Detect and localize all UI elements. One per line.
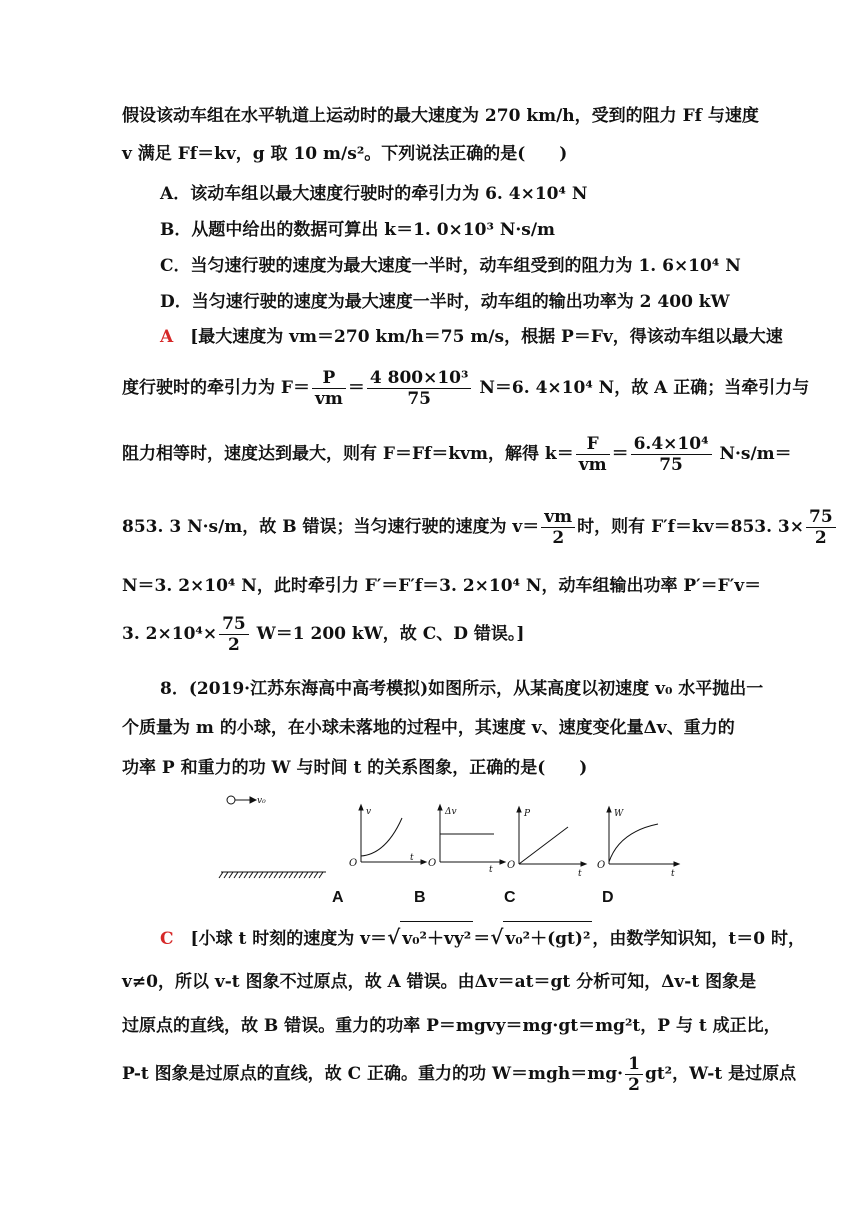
hatch-mark bbox=[269, 872, 273, 878]
fraction-vm-over-2: $\frac{vm}{2}$ bbox=[541, 507, 575, 548]
q8-solution-line-1: C [小球 t 时刻的速度为 v＝√ v₀²＋vy² ＝√ v₀²＋(gt)² ，由数学知识知，t＝0 时， bbox=[160, 920, 805, 956]
graph-c-caption: C bbox=[504, 889, 516, 906]
graph-c bbox=[507, 807, 586, 879]
hatch-mark bbox=[304, 872, 308, 878]
graph-d-curve bbox=[609, 824, 658, 862]
hatch-mark bbox=[249, 872, 253, 878]
q8-sol1-post: ，由数学知识知，t＝0 时， bbox=[592, 929, 806, 949]
hatch-mark bbox=[279, 872, 283, 878]
graph-d-caption: D bbox=[602, 889, 614, 906]
q7-solution-line-3: 阻力相等时，速度达到最大，则有 F＝Ff＝kvm，解得 k＝ $\frac{F}{vm}$ ＝ $\frac{\text{6.4×10⁴}}{75}$ N·s/m＝ bbox=[122, 434, 792, 475]
q7-answer: A bbox=[160, 327, 174, 347]
fraction-75-over-2: $\frac{75}{2}$ bbox=[806, 507, 836, 548]
q8-stem-line-3: 功率 P 和重力的功 W 与时间 t 的关系图象，正确的是( ) bbox=[122, 758, 588, 778]
graph-b bbox=[428, 805, 505, 875]
graph-a-caption: A bbox=[332, 889, 344, 906]
hatch-mark bbox=[294, 872, 298, 878]
hatch-mark bbox=[259, 872, 263, 878]
velocity-arrowhead bbox=[250, 797, 256, 803]
hatch-mark bbox=[274, 872, 278, 878]
graph-a-xlabel: t bbox=[410, 853, 414, 863]
ground-hatch bbox=[219, 872, 323, 878]
q7-stem-line-2: v 满足 Ff＝kv，g 取 10 m/s²。下列说法正确的是( ) bbox=[122, 144, 568, 164]
hatch-mark bbox=[309, 872, 313, 878]
q8-stem-line-2: 个质量为 m 的小球，在小球未落地的过程中，其速度 v、速度变化量Δv、重力的 bbox=[122, 718, 735, 738]
fraction-75-over-2-b: $\frac{75}{2}$ bbox=[219, 614, 249, 655]
q8-solution-line-3: 过原点的直线，故 B 错误。重力的功率 P＝mgvy＝mg·gt＝mg²t，P 与 t 成正比， bbox=[122, 1016, 781, 1036]
graph-d-ylabel: W bbox=[614, 809, 624, 819]
graph-c-curve bbox=[519, 827, 568, 864]
q7-option-d: D．当匀速行驶的速度为最大速度一半时，动车组的输出功率为 2 400 kW bbox=[160, 292, 730, 312]
hatch-mark bbox=[234, 872, 238, 878]
q7-sol6-pre: 3. 2×10⁴× bbox=[122, 624, 218, 644]
q8-sol4-pre: P-t 图象是过原点的直线，故 C 正确。重力的功 W＝mgh＝mg· bbox=[122, 1064, 624, 1084]
q8-sol4-post: gt²，W-t 是过原点 bbox=[644, 1064, 797, 1084]
q7-sol3-post: N·s/m＝ bbox=[713, 444, 792, 464]
q8-stem-line-1: 8．(2019·江苏东海高中高考模拟)如图所示，从某高度以初速度 v₀ 水平抛出一 bbox=[160, 679, 764, 699]
hatch-mark bbox=[284, 872, 288, 878]
hatch-mark bbox=[254, 872, 258, 878]
hatch-mark bbox=[244, 872, 248, 878]
q7-solution-line-4 bbox=[122, 505, 838, 549]
q7-solution-line-1 bbox=[160, 325, 783, 349]
hatch-mark bbox=[299, 872, 303, 878]
graph-b-origin: O bbox=[428, 858, 437, 869]
graph-a-ylabel: v bbox=[366, 807, 372, 817]
graph-d-xlabel: t bbox=[671, 869, 675, 879]
graph-b-ylabel: Δv bbox=[445, 807, 457, 817]
q7-solution-line-5: N＝3. 2×10⁴ N，此时牵引力 F′＝F′f＝3. 2×10⁴ N，动车组输出功率 P′＝F′v＝ bbox=[122, 576, 762, 596]
fraction-1-over-2: $\frac{1}{2}$ bbox=[625, 1054, 643, 1095]
fraction-f-over-vm: $\frac{F}{vm}$ bbox=[576, 434, 610, 475]
hatch-mark bbox=[314, 872, 318, 878]
q7-sol4-pre: 853. 3 N·s/m，故 B 错误；当匀速行驶的速度为 v＝ bbox=[122, 517, 540, 537]
hatch-mark bbox=[219, 872, 223, 878]
hatch-mark bbox=[239, 872, 243, 878]
sqrt-v0-vy: v₀²＋vy² bbox=[400, 921, 473, 956]
fraction-p-over-vm: $\frac{P}{vm}$ bbox=[312, 368, 346, 409]
graph-c-xlabel: t bbox=[578, 869, 582, 879]
fraction-6_4e4-over-75: $\frac{\text{6.4×10⁴}}{75}$ bbox=[631, 434, 712, 475]
graph-c-origin: O bbox=[507, 860, 516, 871]
q7-sol3-pre: 阻力相等时，速度达到最大，则有 F＝Ff＝kvm，解得 k＝ bbox=[122, 444, 574, 464]
throw-scene bbox=[219, 796, 326, 878]
q8-answer: C bbox=[160, 929, 174, 949]
graph-a bbox=[349, 805, 426, 869]
graph-c-ylabel: P bbox=[524, 809, 531, 819]
q8-solution-line-4 bbox=[122, 1052, 796, 1096]
q8-solution-line-2: v≠0，所以 v-t 图象不过原点，故 A 错误。由Δv＝at＝gt 分析可知，Δv-t 图象是 bbox=[122, 972, 757, 992]
q7-stem-line-1: 假设该动车组在水平轨道上运动时的最大速度为 270 km/h，受到的阻力 Ff 与速度 bbox=[122, 106, 759, 126]
graph-d-origin: O bbox=[597, 860, 606, 871]
q8-sol1-pre: [小球 t 时刻的速度为 v＝ bbox=[190, 929, 388, 949]
q7-option-b: B．从题中给出的数据可算出 k＝1. 0×10³ N·s/m bbox=[160, 220, 556, 240]
fraction-4800e3-over-75: $\frac{\text{4 800×10³}}{75}$ bbox=[367, 368, 472, 409]
hatch-mark bbox=[289, 872, 293, 878]
q7-option-c: C．当匀速行驶的速度为最大速度一半时，动车组受到的阻力为 1. 6×10⁴ N bbox=[160, 256, 741, 276]
hatch-mark bbox=[224, 872, 228, 878]
ball-velocity-label: v₀ bbox=[257, 796, 266, 806]
hatch-mark bbox=[264, 872, 268, 878]
q7-sol2-post: N＝6. 4×10⁴ N，故 A 正确；当牵引力与 bbox=[473, 378, 810, 398]
ball-icon bbox=[227, 796, 235, 804]
graph-d bbox=[597, 807, 679, 879]
graph-b-caption: B bbox=[414, 889, 426, 906]
q7-solution-text-1: [最大速度为 vm＝270 km/h＝75 m/s，根据 P＝Fv，得该动车组以最大速 bbox=[190, 327, 783, 347]
graph-a-curve bbox=[361, 818, 402, 856]
hatch-mark bbox=[229, 872, 233, 878]
graph-a-origin: O bbox=[349, 858, 358, 869]
q8-figure bbox=[216, 790, 696, 910]
hatch-mark bbox=[319, 872, 323, 878]
q7-solution-line-2: 度行驶时的牵引力为 F＝ $\frac{P}{vm}$ ＝ $\frac{\text{4 800×10³}}{75}$ N＝6. 4×10⁴ N，故 A 正确；当牵引力与 bbox=[122, 368, 810, 409]
q7-sol4-mid: 时，则有 F′f＝kv＝853. 3× bbox=[577, 517, 805, 537]
q7-solution-line-6 bbox=[122, 612, 524, 656]
sqrt-v0-gt: v₀²＋(gt)² bbox=[503, 921, 592, 956]
q7-sol6-post: W＝1 200 kW，故 C、D 错误。] bbox=[250, 624, 525, 644]
graph-b-xlabel: t bbox=[489, 865, 493, 875]
q7-option-a: A．该动车组以最大速度行驶时的牵引力为 6. 4×10⁴ N bbox=[160, 184, 588, 204]
q7-sol2-pre: 度行驶时的牵引力为 F＝ bbox=[122, 378, 310, 398]
